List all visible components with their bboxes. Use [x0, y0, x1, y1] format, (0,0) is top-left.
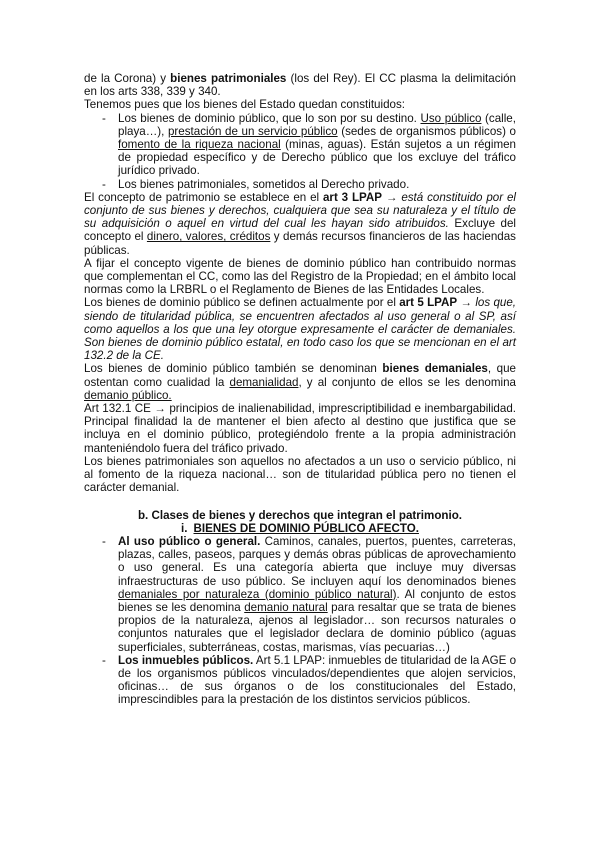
text-run: y demás recursos financieros de las haciendas públicas.: [84, 230, 516, 257]
heading-number: i.: [181, 521, 188, 535]
underlined-term: demanialidad: [229, 375, 299, 389]
section-heading-b: b. Clases de bienes y derechos que integran el patrimonio.: [137, 508, 463, 522]
text-run: (calle, playa…),: [118, 111, 516, 138]
paragraph-patrimoniales: Los bienes patrimoniales son aquellos no afectados a un uso o servicio público, ni al fomento de la riqueza nacional… son de titularidad pública pero no tienen el carácter demanial.: [84, 454, 516, 495]
underlined-term: prestación de un servicio público: [167, 124, 338, 138]
list-item-patrimoniales: - Los bienes patrimoniales, sometidos al Derecho privado.: [84, 178, 516, 191]
text-run: Excluye del concepto el: [84, 217, 517, 244]
text-run: (minas, aguas). Están sujetos a un régimen de propiedad específico y de Derecho público que los excluye del tráfico jurídico privado.: [118, 138, 516, 178]
underlined-term: fomento de la riqueza nacional: [118, 138, 281, 152]
paragraph-art132: Art 132.1 CE → principios de inalienabilidad, imprescriptibilidad e inembargabilidad. Principal finalidad la de mantener el bien afecto al destino que justifica que se incluya en el dominio público, protegiéndolo frente a la propia administración manteniéndolo fuera del tráfico privado.: [84, 402, 516, 455]
list-item-dominio-publico: [84, 112, 516, 178]
bold-term: art 3 LPAP: [322, 190, 383, 204]
paragraph-corona: [84, 72, 516, 98]
paragraph-bienes-demaniales: [84, 362, 516, 402]
underlined-term: demanio público.: [84, 388, 172, 402]
paragraph-concepto-patrimonio: [84, 191, 516, 257]
underlined-term: Uso público: [420, 111, 482, 125]
list-item-uso-publico: [84, 535, 516, 654]
subsection-heading-i: [84, 522, 516, 535]
underlined-term: demaniales por naturaleza (dominio público natural): [118, 587, 397, 601]
bold-term: art 5 LPAP: [399, 296, 458, 310]
underlined-term: dinero, valores, créditos: [146, 230, 271, 244]
heading-text: BIENES DE DOMINIO PÚBLICO AFECTO.: [193, 521, 419, 535]
text-run: El concepto de patrimonio se establece en el: [84, 190, 323, 204]
text-run: Caminos, canales, puertos, puentes, carreteras, plazas, calles, paseos, parques y demás obras públicas de aprovechamiento o uso general. Es una categoría abierta que incluye muy diversas infraestructuras de uso público. Se incluyen aquí los denominados bienes: [118, 534, 516, 588]
text-run: (sedes de organismos públicos) o: [337, 124, 516, 138]
bold-term: bienes patrimoniales: [170, 72, 287, 85]
paragraph-concepto-vigente: A fijar el concepto vigente de bienes de dominio público han contribuido normas que complementan el CC, como las del Registro de la Propiedad; en el ámbito local normas como la LRBRL o el Reglamento de Bienes de las Entidades Locales.: [84, 256, 516, 297]
document-page: [84, 72, 516, 707]
text-run: Los bienes de dominio público también se denominan: [84, 362, 383, 376]
underlined-term: demanio natural: [244, 600, 328, 614]
text-run: de la Corona) y: [84, 72, 171, 85]
list-item-inmuebles-publicos: [84, 654, 516, 707]
list-dominio-publico-afecto: [84, 535, 516, 707]
text-run: , y al conjunto de ellos se les denomina: [298, 375, 516, 389]
italic-quote: los que, siendo de titularidad pública, se encuentren afectados al uso general o al SP, así como aquellos a los que una ley otorgue expresamente el carácter de demaniales. Son bienes de dominio público estatal, en todo caso los que se mencionan en el art 132.2 de la CE.: [84, 296, 517, 363]
text-run: Art 5.1 LPAP: inmuebles de titularidad de la AGE o de los organismos públicos vinculados/dependientes que alojen servicios, oficinas… de sus órganos o de los constitucionales del Estado, imprescindibles para la prestación de los distintos servicios públicos.: [118, 653, 517, 707]
paragraph-art5-lpap: [84, 296, 516, 362]
text-run: , que ostentan como cualidad la: [84, 362, 516, 389]
italic-quote: está constituido por el conjunto de sus bienes y derechos, cualquiera que sea su naturaleza y el título de su adquisición o aquel en virtud del cual les hayan sido atribuidos.: [84, 190, 516, 231]
text-run: Los bienes de dominio público se definen actualmente por el: [84, 296, 400, 310]
list-bienes-estado: [84, 112, 516, 191]
bold-term: Al uso público o general.: [118, 534, 261, 548]
text-run: Los bienes de dominio público, que lo son por su destino.: [118, 111, 421, 125]
paragraph-bienes-estado: Tenemos pues que los bienes del Estado quedan constituidos:: [84, 98, 405, 112]
bold-term: bienes demaniales: [382, 362, 488, 376]
arrow-symbol: →: [382, 190, 402, 204]
text-run: (los del Rey). El CC plasma la delimitación en los arts 338, 339 y 340.: [84, 72, 516, 99]
text-run: para resaltar que se trata de bienes propios de la naturaleza, ajenos al legislador… son recursos naturales o conjuntos naturales que el legislador declara de dominio público (aguas superficiales, subterráneas, costas, marismas, vías pecuarias…): [118, 600, 516, 654]
arrow-symbol: →: [457, 296, 476, 310]
bold-term: Los inmuebles públicos.: [118, 653, 254, 667]
text-run: . Al conjunto de estos bienes se les denomina: [118, 587, 517, 614]
